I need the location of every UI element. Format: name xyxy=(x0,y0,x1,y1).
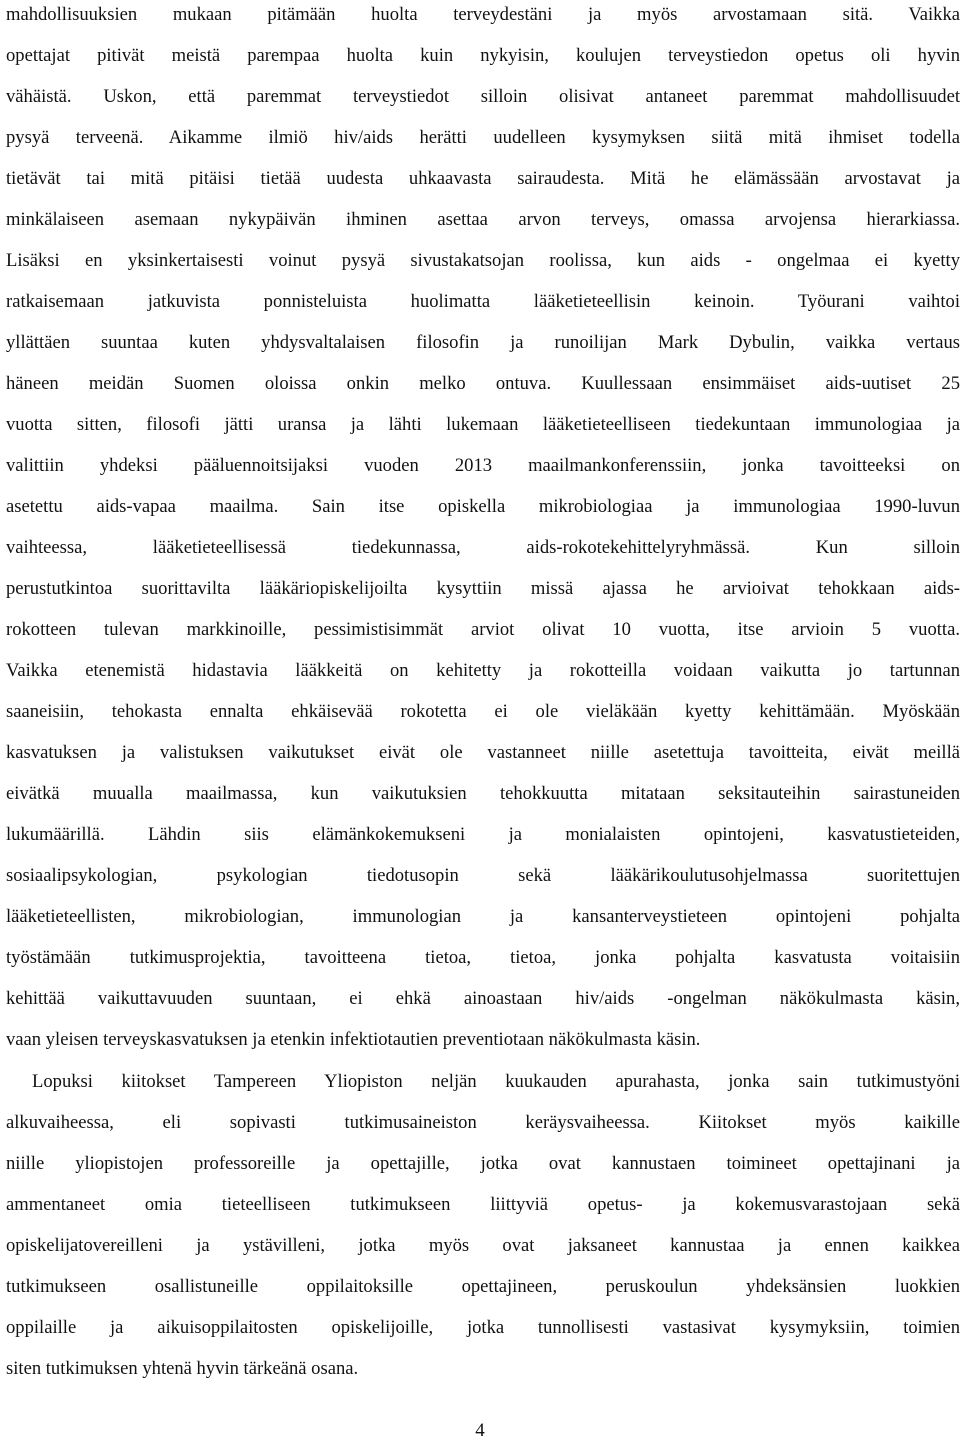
text-line: yllättäen suuntaa kuten yhdysvaltalaisen filosofin ja runoilijan Mark Dybulin, vaikka vertaus xyxy=(6,332,960,353)
text-line: oppilaille ja aikuisoppilaitosten opiskelijoille, jotka tunnollisesti vastasivat kysymyksiin, toimien xyxy=(6,1317,960,1338)
text-line: saaneisiin, tehokasta ennalta ehkäisevää rokotetta ei ole vieläkään kyetty kehittämään. Myöskään xyxy=(6,701,960,722)
text-line: vähäistä. Uskon, että paremmat terveystiedot silloin olisivat antaneet paremmat mahdollisuudet xyxy=(6,86,960,107)
text-line: Vaikka etenemistä hidastavia lääkkeitä on kehitetty ja rokotteilla voidaan vaikutta jo tartunnan xyxy=(6,660,960,681)
text-line: kasvatuksen ja valistuksen vaikutukset eivät ole vastanneet niille asetettuja tavoitteita, eivät meillä xyxy=(6,742,960,763)
text-line: alkuvaiheessa, eli sopivasti tutkimusaineiston keräysvaiheessa. Kiitokset myös kaikille xyxy=(6,1112,960,1133)
text-line: tietävät tai mitä pitäisi tietää uudesta uhkaavasta sairaudesta. Mitä he elämässään arvostavat ja xyxy=(6,168,960,189)
text-line: opettajat pitivät meistä parempaa huolta kuin nykyisin, koulujen terveystiedon opetus oli hyvin xyxy=(6,45,960,66)
text-line: opiskelijatovereilleni ja ystävilleni, jotka myös ovat jaksaneet kannustaa ja ennen kaikkea xyxy=(6,1235,960,1256)
text-line: asetettu aids-vapaa maailma. Sain itse opiskella mikrobiologiaa ja immunologiaa 1990-luvun xyxy=(6,496,960,517)
text-line: työstämään tutkimusprojektia, tavoitteena tietoa, tietoa, jonka pohjalta kasvatusta voitaisiin xyxy=(6,947,960,968)
text-line: vaan yleisen terveyskasvatuksen ja etenkin infektiotautien preventiotaan näkökulmasta käsin. xyxy=(6,1029,701,1050)
text-line: vuotta sitten, filosofi jätti uransa ja lähti lukemaan lääketieteelliseen tiedekuntaan immunologiaa ja xyxy=(6,414,960,435)
text-line: rokotteen tulevan markkinoille, pessimistisimmät arviot olivat 10 vuotta, itse arvioin 5 vuotta. xyxy=(6,619,960,640)
text-line: Lopuksi kiitokset Tampereen Yliopiston neljän kuukauden apurahasta, jonka sain tutkimustyöni xyxy=(32,1071,960,1092)
text-line: ratkaisemaan jatkuvista ponnisteluista huolimatta lääketieteellisin keinoin. Työurani vaihtoi xyxy=(6,291,960,312)
text-line: siten tutkimuksen yhtenä hyvin tärkeänä osana. xyxy=(6,1358,359,1379)
page-number: 4 xyxy=(475,1420,485,1441)
text-line: ammentaneet omia tieteelliseen tutkimukseen liittyviä opetus- ja kokemusvarastojaan sekä xyxy=(6,1194,960,1215)
text-line: häneen meidän Suomen oloissa onkin melko ontuva. Kuullessaan ensimmäiset aids-uutiset 25 xyxy=(6,373,960,394)
paragraph-acknowledgements xyxy=(6,1061,960,1389)
text-line: kehittää vaikuttavuuden suuntaan, ei ehkä ainoastaan hiv/aids -ongelman näkökulmasta käsin, xyxy=(6,988,960,1009)
text-line: lukumäärillä. Lähdin siis elämänkokemukseni ja monialaisten opintojeni, kasvatustieteiden, xyxy=(6,824,960,845)
text-line: Lisäksi en yksinkertaisesti voinut pysyä sivustakatsojan roolissa, kun aids - ongelmaa ei kyetty xyxy=(6,250,960,271)
paragraph-main xyxy=(6,0,960,1060)
text-line: valittiin yhdeksi pääluennoitsijaksi vuoden 2013 maailmankonferenssiin, jonka tavoitteeksi on xyxy=(6,455,960,476)
text-line: mahdollisuuksien mukaan pitämään huolta terveydestäni ja myös arvostamaan sitä. Vaikka xyxy=(6,4,960,25)
text-line: lääketieteellisten, mikrobiologian, immunologian ja kansanterveystieteen opintojeni pohjalta xyxy=(6,906,960,927)
text-line: eivätkä muualla maailmassa, kun vaikutuksien tehokkuutta mitataan seksitauteihin sairastuneiden xyxy=(6,783,960,804)
text-line: vaihteessa, lääketieteellisessä tiedekunnassa, aids-rokotekehittelyryhmässä. Kun silloin xyxy=(6,537,960,558)
text-line: pysyä terveenä. Aikamme ilmiö hiv/aids herätti uudelleen kysymyksen siitä mitä ihmiset todella xyxy=(6,127,960,148)
text-line: sosiaalipsykologian, psykologian tiedotusopin sekä lääkärikoulutusohjelmassa suoritettujen xyxy=(6,865,960,886)
text-line: minkälaiseen asemaan nykypäivän ihminen asettaa arvon terveys, omassa arvojensa hierarkiassa. xyxy=(6,209,960,230)
text-line: tutkimukseen osallistuneille oppilaitoksille opettajineen, peruskoulun yhdeksänsien luokkien xyxy=(6,1276,960,1297)
text-line: niille yliopistojen professoreille ja opettajille, jotka ovat kannustaen toimineet opettajinani ja xyxy=(6,1153,960,1174)
text-line: perustutkintoa suorittavilta lääkäriopiskelijoilta kysyttiin missä ajassa he arvioivat tehokkaan aids- xyxy=(6,578,960,599)
